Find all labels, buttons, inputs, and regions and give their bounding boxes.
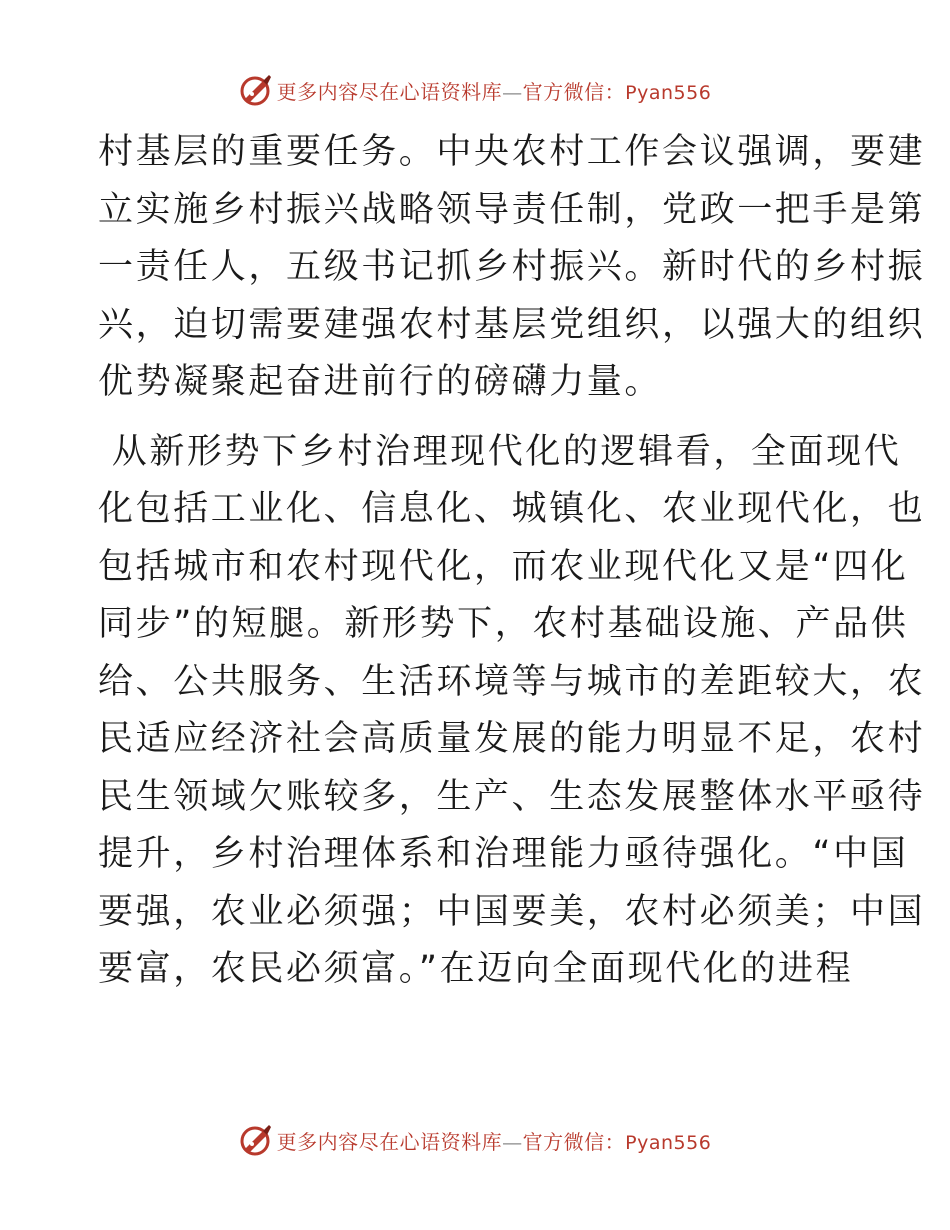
paragraph-2-line: 民生领域欠账较多，生产、生态发展整体水平亟待 [98,776,926,817]
paragraph-1-line: 一责任人，五级书记抓乡村振兴。新时代的乡村振 [98,247,926,287]
paragraph-2-line: 化包括工业化、信息化、城镇化、农业现代化，也 [98,489,926,529]
header-site-text: 更多内容尽在心语资料库 [276,79,503,104]
footer-wechat-id: Pyan556 [625,1131,712,1154]
paragraph-2-line: 给、公共服务、生活环境等与城市的差距较大，农 [98,661,926,702]
footer-banner-text [277,1126,712,1155]
paragraph-1-line: 优势凝聚起奋进前行的磅礴力量。 [98,362,663,402]
footer-banner [0,1120,950,1160]
paragraph-1 [98,124,926,412]
document-body [98,124,926,999]
footer-site-text: 更多内容尽在心语资料库 [276,1129,503,1154]
paragraph-2 [98,424,926,999]
pen-logo-icon [239,1123,273,1157]
paragraph-2-line: 民适应经济社会高质量发展的能力明显不足，农村 [98,719,926,759]
paragraph-1-line: 村基层的重要任务。中央农村工作会议强调，要建 [98,132,926,172]
header-dash: — [502,79,523,104]
paragraph-2-line: 提升，乡村治理体系和治理能力亟待强化。“中国 [98,834,909,874]
paragraph-2-line: 要富，农民必须富。”在迈向全面现代化的进程 [98,949,854,989]
pen-logo-icon [239,73,273,107]
footer-dash: — [502,1129,523,1154]
header-banner-content [239,73,712,107]
paragraph-2-line: 包括城市和农村现代化，而农业现代化又是“四化 [98,546,909,587]
header-banner [0,70,950,110]
paragraph-2-line: 同步”的短腿。新形势下，农村基础设施、产品供 [98,604,909,644]
header-wechat-label: 官方微信： [522,79,626,104]
paragraph-1-line: 立实施乡村振兴战略领导责任制，党政一把手是第 [98,189,926,230]
footer-wechat-label: 官方微信： [522,1129,626,1154]
footer-banner-content [239,1123,712,1157]
header-wechat-id: Pyan556 [625,81,712,104]
paragraph-1-line: 兴，迫切需要建强农村基层党组织，以强大的组织 [98,304,926,345]
paragraph-2-line: 要强，农业必须强；中国要美，农村必须美；中国 [98,891,926,932]
header-banner-text [277,76,712,105]
paragraph-2-line: 从新形势下乡村治理现代化的逻辑看，全面现代 [98,431,902,472]
